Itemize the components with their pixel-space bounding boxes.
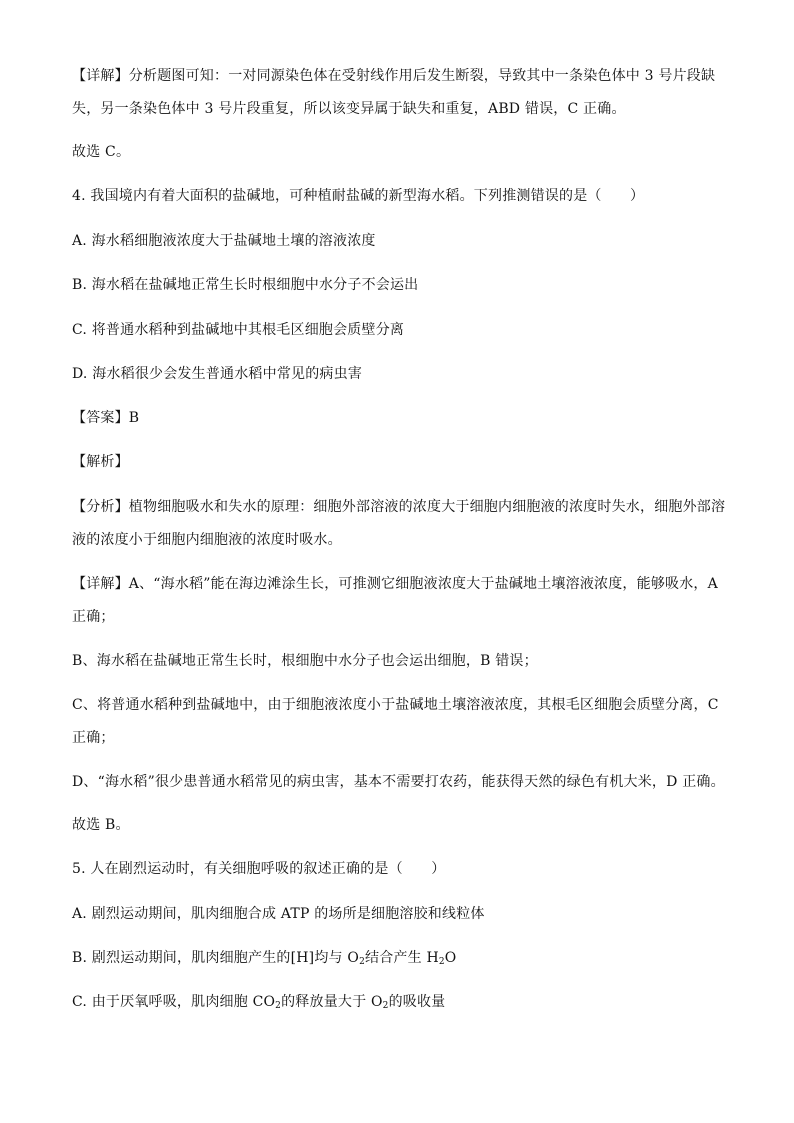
q3-detail-line-2: 失，另一条染色体中 3 号片段重复，所以该变异属于缺失和重复，ABD 错误，C 正确。 [72,101,626,117]
q5-option-c-text-3: 的吸收量 [388,994,446,1010]
q3-conclusion: 故选 C。 [72,144,131,160]
q5-option-c-subscript-2: 2 [382,1001,389,1011]
q4-detail-d: D、“海水稻”很少患普通水稻常见的病虫害，基本不需要打农药，能获得天然的绿色有机大米，D 正确。 [72,774,725,790]
q5-option-b-text-1: B. 剧烈运动期间，肌肉细胞产生的[H]均与 O [72,950,360,966]
q4-conclusion: 故选 B。 [72,817,130,833]
q4-option-b: B. 海水稻在盐碱地正常生长时根细胞中水分子不会运出 [72,277,419,293]
q4-stem: 4. 我国境内有着大面积的盐碱地，可种植耐盐碱的新型海水稻。下列推测错误的是（ ） [72,188,645,204]
q5-stem: 5. 人在剧烈运动时，有关细胞呼吸的叙述正确的是（ ） [72,861,446,877]
q5-option-b-subscript-1: 2 [359,957,365,967]
q4-detail-a-line-2: 正确； [72,609,115,625]
q5-option-b-text-2: 结合产生 H [365,950,439,966]
q4-detail-a-line-1: 【详解】A、“海水稻”能在海边滩涂生长，可推测它细胞液浓度大于盐碱地土壤溶液浓度，能够吸水，A [72,576,718,592]
q4-detail-b: B、海水稻在盐碱地正常生长时，根细胞中水分子也会运出细胞，B 错误； [72,653,538,669]
q5-option-b [72,948,732,968]
q4-answer: 【答案】B [72,410,140,426]
q5-option-b-text-3: O [444,950,457,966]
q4-analysis-heading: 【解析】 [72,454,129,470]
q4-analysis-line-2: 液的浓度小于细胞内细胞液的浓度时吸水。 [72,532,342,548]
q3-detail-line-1: 【详解】分析题图可知：一对同源染色体在受射线作用后发生断裂，导致其中一条染色体中 3 号片段缺 [72,68,716,84]
q5-option-c-text-1: C. 由于厌氧呼吸，肌肉细胞 CO [72,994,276,1010]
q5-option-c-subscript-1: 2 [275,1001,282,1011]
q4-analysis-line-1: 【分析】植物细胞吸水和失水的原理：细胞外部溶液的浓度大于细胞内细胞液的浓度时失水，细胞外部溶 [72,499,726,515]
q4-detail-c-line-1: C、将普通水稻种到盐碱地中，由于细胞液浓度小于盐碱地土壤溶液浓度，其根毛区细胞会质壁分离，C [72,697,719,713]
q5-option-b-subscript-2: 2 [438,957,445,967]
q4-option-c: C. 将普通水稻种到盐碱地中其根毛区细胞会质壁分离 [72,322,405,338]
q5-option-c [72,992,732,1012]
q4-detail-c-line-2: 正确； [72,730,115,746]
q5-option-c-text-2: 的释放量大于 O [281,994,383,1010]
q4-option-a: A. 海水稻细胞液浓度大于盐碱地土壤的溶液浓度 [72,233,376,249]
q5-option-a: A. 剧烈运动期间，肌肉细胞合成 ATP 的场所是细胞溶胶和线粒体 [72,906,485,922]
q4-option-d: D. 海水稻很少会发生普通水稻中常见的病虫害 [72,366,363,382]
